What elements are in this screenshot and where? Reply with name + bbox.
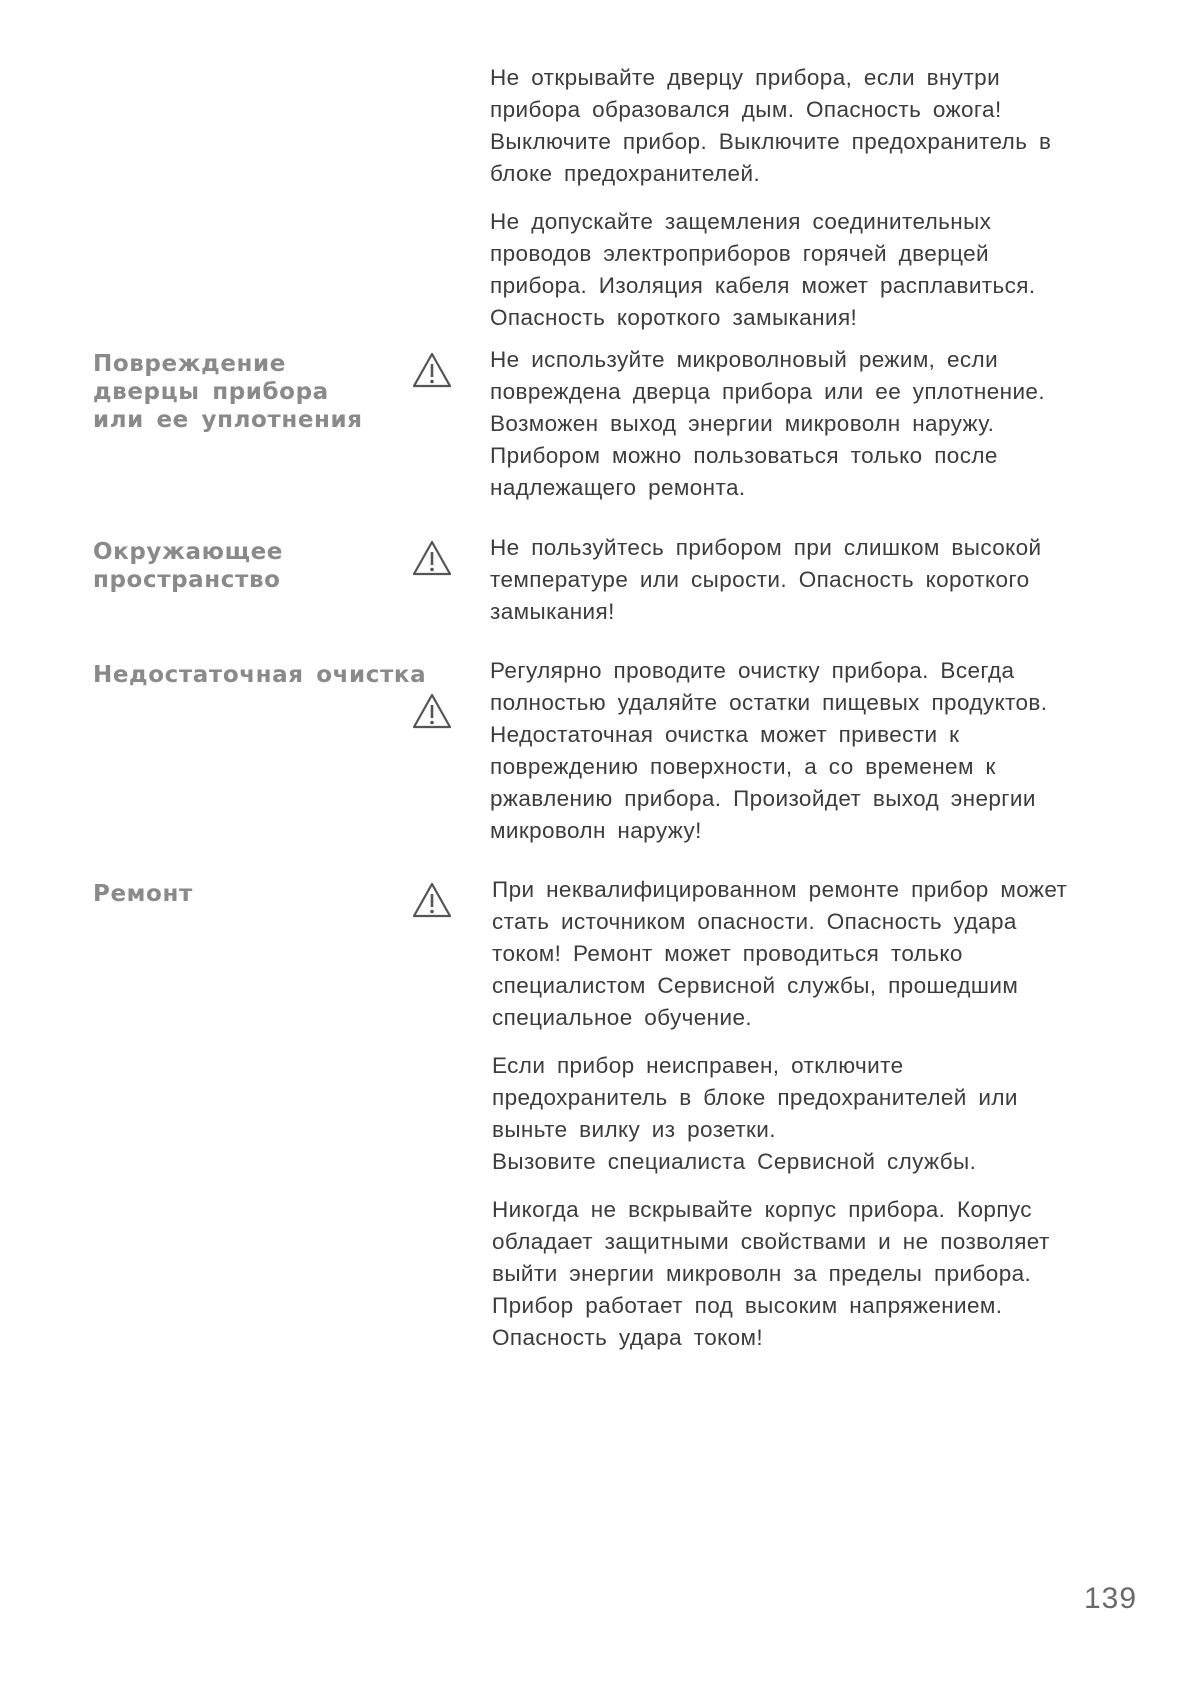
- page-number: 139: [1084, 1582, 1138, 1615]
- section-paragraph: [490, 655, 1150, 847]
- intro-paragraph-2: [490, 206, 1150, 334]
- section-text: [490, 532, 1150, 644]
- label-line: Ремонт: [93, 881, 193, 907]
- text-line: прибора. Изоляция кабеля может расплавиться.: [490, 273, 1036, 298]
- text-line: блоке предохранителей.: [490, 161, 761, 186]
- text-line: микроволн наружу!: [490, 818, 702, 843]
- text-line: Не открывайте дверцу прибора, если внутри: [490, 65, 1001, 90]
- label-line: Недостаточная очистка: [93, 662, 427, 688]
- section-paragraph: [492, 1194, 1152, 1354]
- label-line: Окружающее: [93, 539, 284, 565]
- section-text: [490, 655, 1150, 863]
- warning-triangle-icon: [412, 352, 452, 388]
- section-label: [93, 538, 433, 594]
- text-line: замыкания!: [490, 599, 615, 624]
- text-line: Возможен выход энергии микроволн наружу.: [490, 411, 995, 436]
- text-line: полностью удаляйте остатки пищевых продуктов.: [490, 690, 1048, 715]
- intro-text: [490, 62, 1150, 350]
- text-line: Выключите прибор. Выключите предохранитель в: [490, 129, 1052, 154]
- text-line: током! Ремонт может проводиться только: [492, 941, 963, 966]
- text-line: проводов электроприборов горячей дверцей: [490, 241, 990, 266]
- section-paragraph: [492, 874, 1152, 1034]
- text-line: надлежащего ремонта.: [490, 475, 746, 500]
- text-line: Никогда не вскрывайте корпус прибора. Корпус: [492, 1197, 1032, 1222]
- text-line: специальное обучение.: [492, 1005, 753, 1030]
- intro-paragraph-1: [490, 62, 1150, 190]
- text-line: обладает защитными свойствами и не позволяет: [492, 1229, 1050, 1254]
- section-label: [93, 661, 453, 689]
- text-line: Если прибор неисправен, отключите: [492, 1053, 904, 1078]
- text-line: Вызовите специалиста Сервисной службы.: [492, 1149, 977, 1174]
- text-line: предохранитель в блоке предохранителей или: [492, 1085, 1018, 1110]
- text-line: Не пользуйтесь прибором при слишком высокой: [490, 535, 1042, 560]
- warning-triangle-icon: [412, 693, 452, 729]
- text-line: Прибор работает под высоким напряжением.: [492, 1293, 1003, 1318]
- text-line: выньте вилку из розетки.: [492, 1117, 776, 1142]
- label-line: пространство: [93, 567, 281, 593]
- text-line: прибора образовался дым. Опасность ожога!: [490, 97, 1002, 122]
- text-line: выйти энергии микроволн за пределы прибора.: [492, 1261, 1032, 1286]
- section-label: [93, 880, 433, 908]
- text-line: При неквалифицированном ремонте прибор может: [492, 877, 1068, 902]
- label-line: дверцы прибора: [93, 379, 329, 405]
- text-line: Опасность короткого замыкания!: [490, 305, 858, 330]
- text-line: стать источником опасности. Опасность удара: [492, 909, 1017, 934]
- label-line: или ее уплотнения: [93, 407, 363, 433]
- section-paragraph: [490, 532, 1150, 628]
- section-label: [93, 350, 433, 434]
- text-line: температуре или сырости. Опасность короткого: [490, 567, 1030, 592]
- text-line: Не допускайте защемления соединительных: [490, 209, 992, 234]
- warning-triangle-icon: [412, 540, 452, 576]
- text-line: Прибором можно пользоваться только после: [490, 443, 998, 468]
- label-line: Повреждение: [93, 351, 286, 377]
- section-text: [490, 344, 1150, 520]
- section-text: [492, 874, 1152, 1370]
- text-line: Недостаточная очистка может привести к: [490, 722, 960, 747]
- text-line: повреждению поверхности, а со временем к: [490, 754, 996, 779]
- warning-triangle-icon: [412, 882, 452, 918]
- section-paragraph: [492, 1050, 1152, 1178]
- text-line: специалистом Сервисной службы, прошедшим: [492, 973, 1019, 998]
- text-line: Регулярно проводите очистку прибора. Всегда: [490, 658, 1015, 683]
- text-line: Не используйте микроволновый режим, если: [490, 347, 999, 372]
- section-paragraph: [490, 344, 1150, 504]
- text-line: Опасность удара током!: [492, 1325, 764, 1350]
- text-line: ржавлению прибора. Произойдет выход энергии: [490, 786, 1036, 811]
- text-line: повреждена дверца прибора или ее уплотнение.: [490, 379, 1045, 404]
